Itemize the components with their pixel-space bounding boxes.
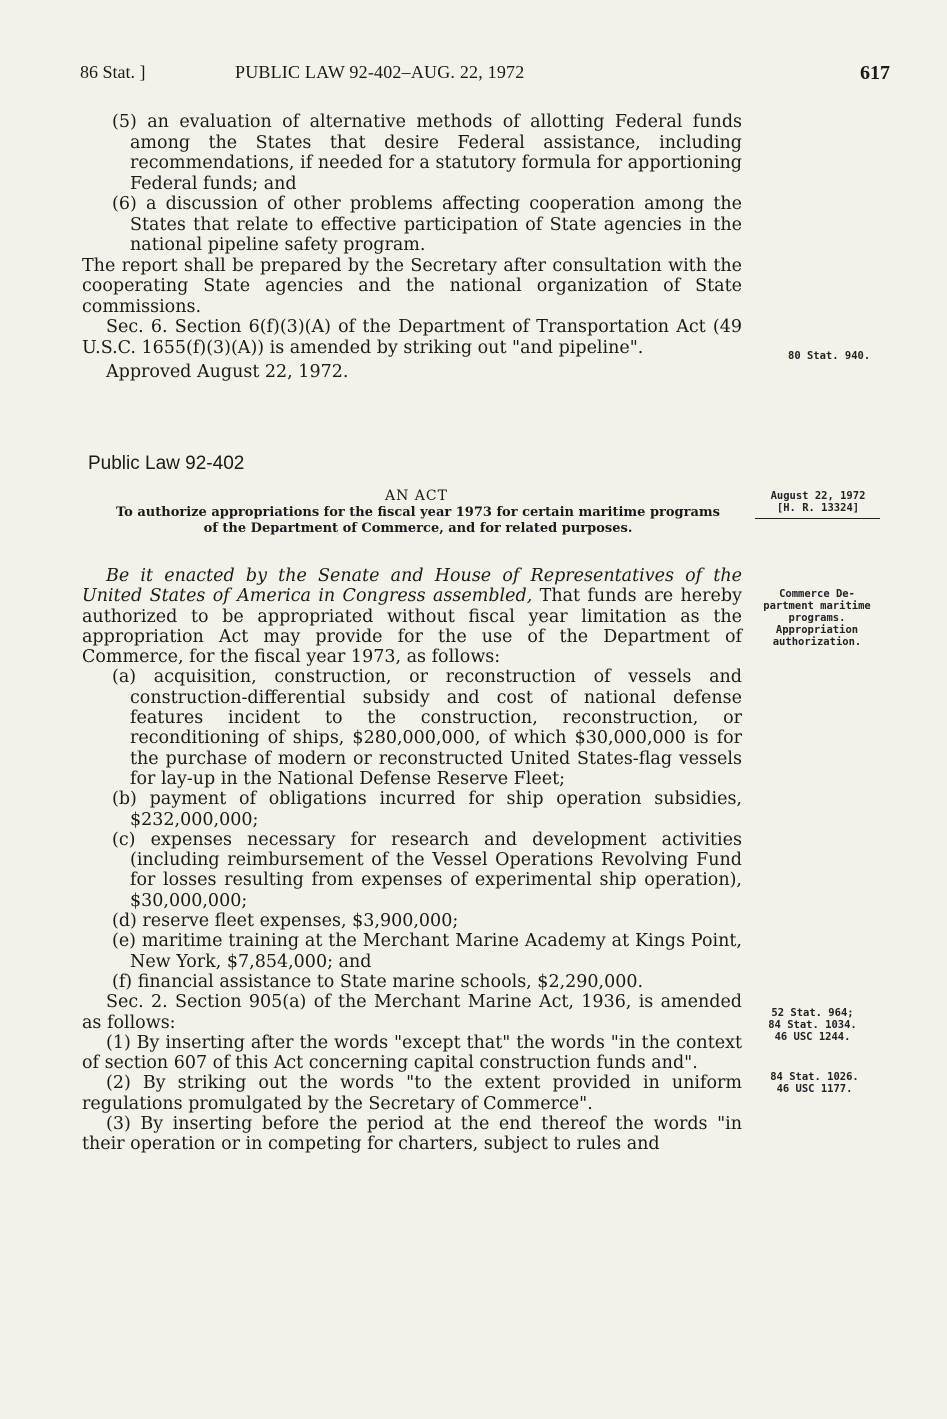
amendment-3: (3) By inserting before the period at the end thereof the words "in their operation or in competing for charters, subject to rules and xyxy=(82,1114,742,1155)
item-5: (5) an evaluation of alternative methods of allotting Federal funds among the States that desire Federal assistance, including recommendations, if needed for a statutory formula for apportioning Federal funds; and xyxy=(112,112,742,194)
commerce-line-1: Commerce De- xyxy=(779,588,855,600)
page-header xyxy=(80,62,890,90)
approp-line-2: authorization. xyxy=(772,636,862,648)
approp-item-c: (c) expenses necessary for research and development activities (including reimbursement of the Vessel Operations Revolving Fund for losses resulting from expenses of experimental ship operation), $30,000,000; xyxy=(112,829,742,911)
margin-note-citations-1 xyxy=(750,1007,875,1043)
commerce-line-3: programs. xyxy=(788,612,846,624)
act-body xyxy=(82,566,742,1155)
citation-1: 52 Stat. 964; xyxy=(771,1007,854,1019)
enactment-date: August 22, 1972 xyxy=(770,490,866,502)
header-page-number: 617 xyxy=(860,62,890,84)
amendment-2: (2) By striking out the words "to the extent provided in uniform regulations promulgated by the Secretary of Commerce". xyxy=(82,1073,742,1114)
act-heading: AN ACT xyxy=(385,488,448,504)
approp-item-b: (b) payment of obligations incurred for ship operation subsidies, $232,000,000; xyxy=(112,789,742,830)
act-purpose: To authorize appropriations for the fiscal year 1973 for certain maritime programs of the Department of Commerce, and for related purposes. xyxy=(115,505,720,536)
public-law-label: Public Law 92-402 xyxy=(88,453,245,474)
approp-item-f: (f) financial assistance to State marine schools, $2,290,000. xyxy=(112,971,644,992)
section-6: Sec. 6. Section 6(f)(3)(A) of the Department of Transportation Act (49 U.S.C. 1655(f)(3)(A)) is amended by striking out "and pipeline". xyxy=(82,317,742,358)
commerce-line-2: partment maritime xyxy=(763,600,871,612)
approp-item-d: (d) reserve fleet expenses, $3,900,000; xyxy=(112,911,459,932)
approp-line-1: Appropriation xyxy=(775,624,859,636)
header-volume: 86 Stat. ] xyxy=(80,62,146,82)
report-paragraph: The report shall be prepared by the Secretary after consultation with the cooperating State agencies and the national organization of State commissions. xyxy=(82,255,742,317)
enacting-clause: Be it enacted by the Senate and House of Representatives of the United States of America in Congress assembled, xyxy=(82,566,742,607)
citation-5: 46 USC 1177. xyxy=(776,1083,853,1095)
margin-note-date xyxy=(758,490,878,514)
enacting-paragraph xyxy=(82,566,742,667)
section-2: Sec. 2. Section 905(a) of the Merchant Marine Act, 1936, is amended as follows: xyxy=(82,992,742,1033)
approp-item-a: (a) acquisition, construction, or reconstruction of vessels and construction-differential subsidy and cost of national defense features incident to the construction, reconstruction, or reconditioning of ships, $280,000,000, of which $30,000,000 is for the purchase of modern or reconstructed United States-flag vessels for lay-up in the National Defense Reserve Fleet; xyxy=(112,667,742,789)
citation-2: 84 Stat. 1034. xyxy=(768,1019,857,1031)
enacting-text: That funds are hereby authorized to be appropriated without fiscal year limitation as the appropriation Act may provide for the use of the Department of Commerce, for the fiscal year 1973, as follows: xyxy=(82,586,742,668)
margin-note-commerce xyxy=(752,588,882,648)
item-6: (6) a discussion of other problems affecting cooperation among the States that relate to effective participation of State agencies in the national pipeline safety program. xyxy=(112,194,742,255)
margin-rule xyxy=(755,518,880,519)
header-title: PUBLIC LAW 92-402–AUG. 22, 1972 xyxy=(235,62,525,82)
amendment-1: (1) By inserting after the words "except that" the words "in the context of section 607 of this Act concerning capital construction funds and". xyxy=(82,1032,742,1074)
bill-number: [H. R. 13324] xyxy=(776,502,860,514)
prior-law-section xyxy=(82,112,742,383)
citation-3: 46 USC 1244. xyxy=(774,1031,851,1043)
approved-line: Approved August 22, 1972. xyxy=(106,362,349,382)
approp-item-e: (e) maritime training at the Merchant Marine Academy at Kings Point, New York, $7,854,000; and xyxy=(112,931,742,972)
margin-note-citations-2 xyxy=(752,1071,877,1095)
margin-note-80-stat: 80 Stat. 940. xyxy=(788,350,871,362)
citation-4: 84 Stat. 1026. xyxy=(770,1071,859,1083)
